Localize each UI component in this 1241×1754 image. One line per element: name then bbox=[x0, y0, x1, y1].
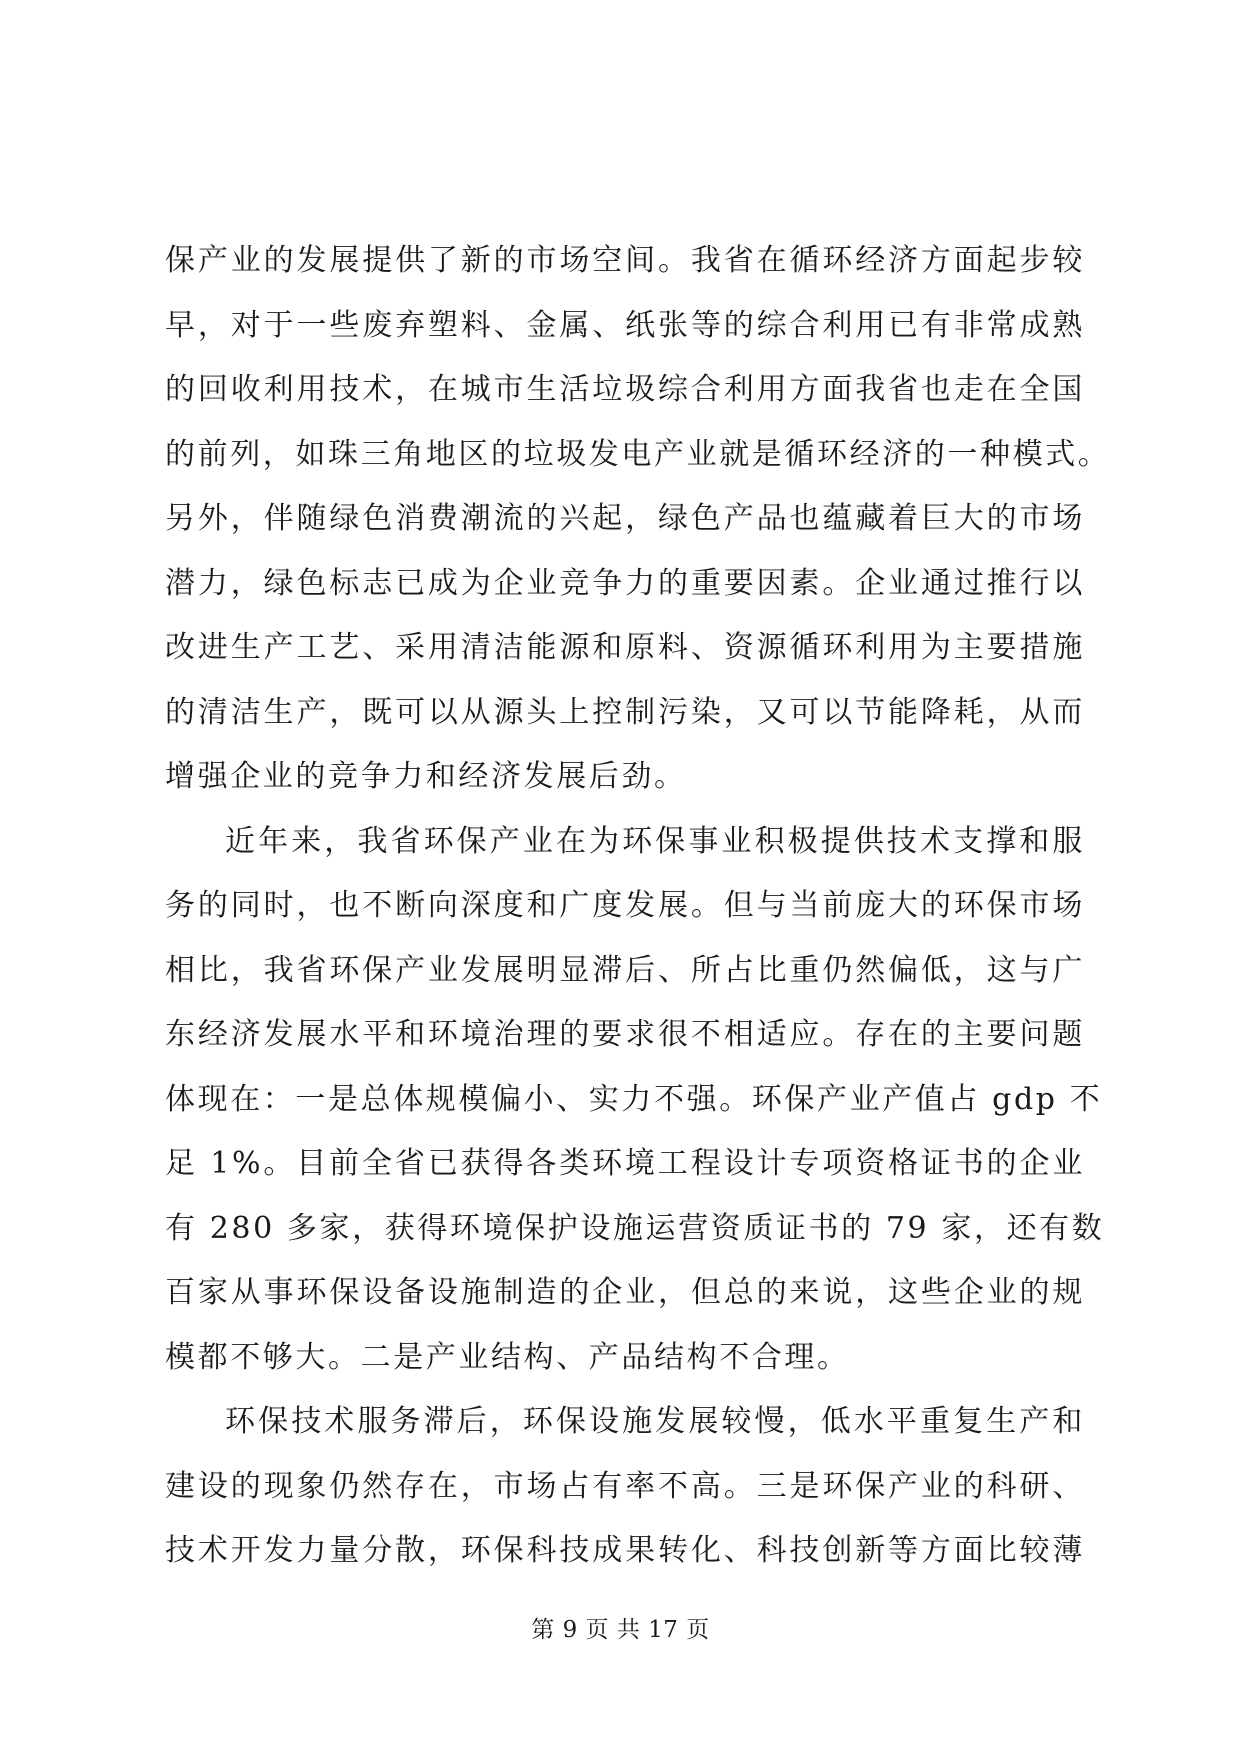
text-line: 技术开发力量分散，环保科技成果转化、科技创新等方面比较薄 bbox=[165, 1533, 1085, 1568]
paragraph-1 bbox=[165, 229, 1111, 810]
document-body bbox=[165, 229, 1111, 1584]
paragraph-2 bbox=[165, 810, 1105, 1391]
text-line: 建设的现象仍然存在，市场占有率不高。三是环保产业的科研、 bbox=[165, 1468, 1085, 1504]
text-line: 改进生产工艺、采用清洁能源和原料、资源循环利用为主要措施 bbox=[165, 630, 1085, 665]
text-line: 足 1%。目前全省已获得各类环境工程设计专项资格证书的企业 bbox=[165, 1146, 1085, 1181]
text-line: 有 280 多家，获得环境保护设施运营资质证书的 79 家，还有数 bbox=[165, 1210, 1105, 1246]
text-line: 的回收利用技术，在城市生活垃圾综合利用方面我省也走在全国 bbox=[165, 372, 1085, 407]
paragraph-3 bbox=[165, 1390, 1085, 1584]
text-line: 体现在：一是总体规模偏小、实力不强。环保产业产值占 gdp 不 bbox=[165, 1081, 1103, 1117]
text-line: 的前列，如珠三角地区的垃圾发电产业就是循环经济的一种模式。 bbox=[165, 436, 1111, 472]
text-line: 增强企业的竞争力和经济发展后劲。 bbox=[165, 759, 687, 794]
text-line: 相比，我省环保产业发展明显滞后、所占比重仍然偏低，这与广 bbox=[165, 952, 1085, 988]
text-line: 环保技术服务滞后，环保设施发展较慢，低水平重复生产和 bbox=[225, 1404, 1085, 1439]
text-line: 早，对于一些废弃塑料、金属、纸张等的综合利用已有非常成熟 bbox=[165, 307, 1085, 343]
text-line: 模都不够大。二是产业结构、产品结构不合理。 bbox=[165, 1339, 850, 1375]
text-line: 务的同时，也不断向深度和广度发展。但与当前庞大的环保市场 bbox=[165, 888, 1085, 923]
text-line: 近年来，我省环保产业在为环保事业积极提供技术支撑和服 bbox=[225, 823, 1085, 859]
text-line: 另外，伴随绿色消费潮流的兴起，绿色产品也蕴藏着巨大的市场 bbox=[165, 501, 1085, 536]
text-line: 保产业的发展提供了新的市场空间。我省在循环经济方面起步较 bbox=[165, 243, 1085, 278]
text-line: 东经济发展水平和环境治理的要求很不相适应。存在的主要问题 bbox=[165, 1017, 1085, 1052]
text-line: 的清洁生产，既可以从源头上控制污染，又可以节能降耗，从而 bbox=[165, 694, 1085, 730]
text-line: 百家从事环保设备设施制造的企业，但总的来说，这些企业的规 bbox=[165, 1275, 1085, 1310]
page-number-footer: 第 9 页 共 17 页 bbox=[531, 1617, 710, 1643]
text-line: 潜力，绿色标志已成为企业竞争力的重要因素。企业通过推行以 bbox=[165, 565, 1085, 601]
